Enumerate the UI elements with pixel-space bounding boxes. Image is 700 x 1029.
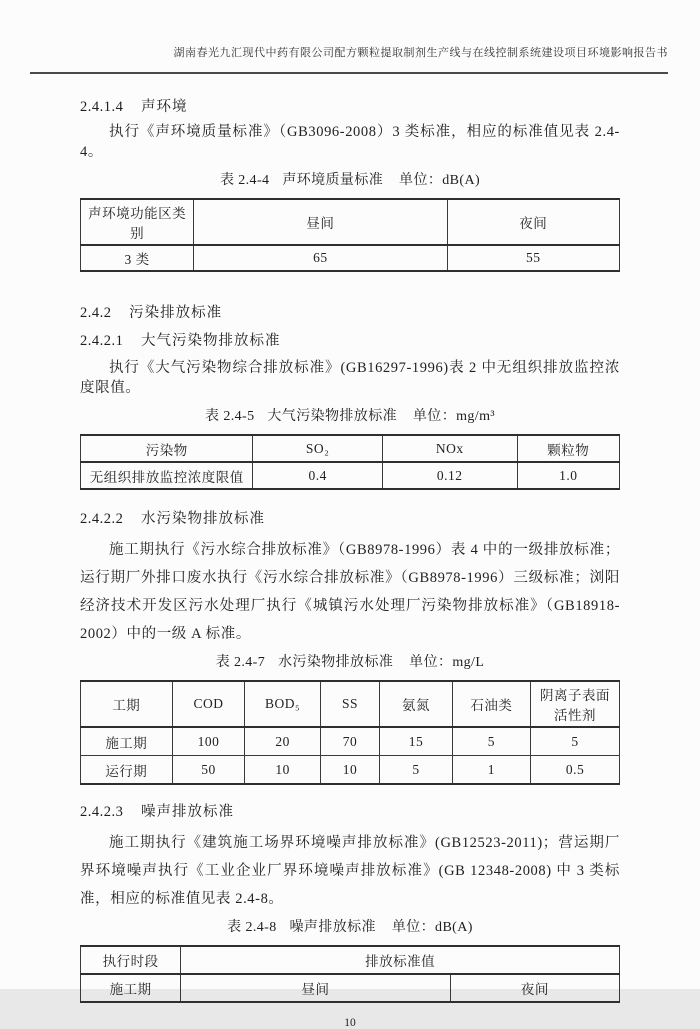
table-cell: 无组织排放监控浓度限值 [81,462,253,489]
table-header-cell: 排放标准值 [181,946,620,974]
section-number: 2.4.2.3 [80,804,124,820]
caption-unit: 单位：mg/L [409,655,485,670]
table-header-row [81,435,620,462]
table-cell: 昼间 [181,974,451,1002]
section-heading-2.4.2.1 [80,332,620,350]
paragraph-air-emission-standard: 执行《大气污染物综合排放标准》(GB16297-1996)表 2 中无组织排放监控浓度限值。 [80,360,620,396]
caption-unit: 单位：dB(A) [399,173,481,188]
table-noise-emission-standard [80,945,620,1003]
table-header-cell: SS [320,681,379,727]
table-cell: 15 [380,727,453,756]
table-header-cell: 昼间 [194,199,447,245]
table-header-cell: 阴离子表面活性剂 [531,681,620,727]
table-header-cell: BOD₅ [245,681,320,727]
table-header-row [81,199,620,245]
table-row [81,974,620,1002]
table-cell: 55 [447,245,619,271]
section-heading-2.4.1.4 [80,98,620,116]
section-title: 大气污染物排放标准 [141,333,281,349]
caption-label: 表 2.4-7 [215,655,266,670]
table-cell: 夜间 [450,974,619,1002]
table-cell: 100 [172,727,245,756]
page-content [80,98,620,1029]
table-cell: 运行期 [81,756,173,785]
section-title: 噪声排放标准 [141,804,234,820]
table-cell: 施工期 [81,727,173,756]
table-header-cell: 夜间 [447,199,619,245]
table-cell: 70 [320,727,379,756]
table-row [81,756,620,785]
table-caption-2.4-7 [80,654,620,672]
table-cell: 0.5 [531,756,620,785]
table-header-row [81,946,620,974]
section-number: 2.4.1.4 [80,99,124,115]
caption-label: 表 2.4-4 [219,173,270,188]
caption-unit: 单位：dB(A) [391,920,473,935]
table-cell: 10 [245,756,320,785]
table-cell: 3 类 [81,245,194,271]
table-cell: 65 [194,245,447,271]
section-number: 2.4.2.2 [80,511,124,527]
table-header-cell: NOx [382,435,517,462]
table-header-cell: SO₂ [253,435,382,462]
caption-title: 噪声排放标准 [289,920,376,935]
caption-label: 表 2.4-8 [227,920,277,935]
table-caption-2.4-5 [80,408,620,426]
section-title: 声环境 [141,99,188,115]
caption-unit: 单位：mg/m³ [412,409,495,424]
table-cell: 0.4 [253,462,382,489]
table-cell: 50 [172,756,245,785]
paragraph-acoustic-standard: 执行《声环境质量标准》（GB3096-2008）3 类标准，相应的标准值见表 2.4-4。 [80,124,620,160]
table-water-pollutant-emission-standard [80,680,620,785]
table-air-pollutant-emission-standard [80,434,620,490]
table-header-cell: 氨氮 [380,681,453,727]
page-header [30,46,668,74]
table-header-cell: COD [172,681,245,727]
section-title: 水污染物排放标准 [141,511,265,527]
section-heading-2.4.2.3 [80,803,620,821]
report-title: 湖南春光九汇现代中药有限公司配方颗粒提取制剂生产线与在线控制系统建设项目环境影响报告书 [173,47,668,59]
table-cell: 1.0 [517,462,619,489]
table-cell: 0.12 [382,462,517,489]
section-number: 2.4.2.1 [80,333,124,349]
table-row [81,727,620,756]
table-cell: 5 [380,756,453,785]
table-header-row [81,681,620,727]
section-title: 污染排放标准 [129,305,223,321]
caption-label: 表 2.4-5 [205,409,255,424]
table-header-cell: 执行时段 [81,946,181,974]
table-cell: 1 [452,756,530,785]
page-number: 10 [344,1017,356,1029]
table-acoustic-quality-standard [80,198,620,272]
caption-title: 水污染物排放标准 [278,655,394,670]
section-heading-2.4.2.2 [80,510,620,528]
table-caption-2.4-8 [80,919,620,937]
table-row [81,462,620,489]
table-header-cell: 污染物 [81,435,253,462]
caption-title: 声环境质量标准 [282,173,384,188]
table-caption-2.4-4 [80,172,620,190]
section-number: 2.4.2 [80,305,112,321]
table-cell: 施工期 [81,974,181,1002]
table-header-cell: 声环境功能区类别 [81,199,194,245]
caption-title: 大气污染物排放标准 [267,409,397,424]
table-header-cell: 石油类 [452,681,530,727]
table-cell: 20 [245,727,320,756]
table-cell: 10 [320,756,379,785]
table-header-cell: 颗粒物 [517,435,619,462]
table-cell: 5 [452,727,530,756]
paragraph-noise-emission-standard: 施工期执行《建筑施工场界环境噪声排放标准》(GB12523-2011)；营运期厂界环境噪声执行《工业企业厂界环境噪声排放标准》(GB 12348-2008) 中 3 类标准，相应的标准值见表 2.4-8。 [80,835,620,907]
paragraph-water-emission-standard: 施工期执行《污水综合排放标准》（GB8978-1996）表 4 中的一级排放标准；运行期厂外排口废水执行《污水综合排放标准》（GB8978-1996）三级标准；浏阳经济技术开发区污水处理厂执行《城镇污水处理厂污染物排放标准》（GB18918-2002）中的一级 A 标准。 [80,542,620,642]
table-row [81,245,620,271]
table-cell: 5 [531,727,620,756]
section-heading-2.4.2 [80,304,620,322]
table-header-cell: 工期 [81,681,173,727]
